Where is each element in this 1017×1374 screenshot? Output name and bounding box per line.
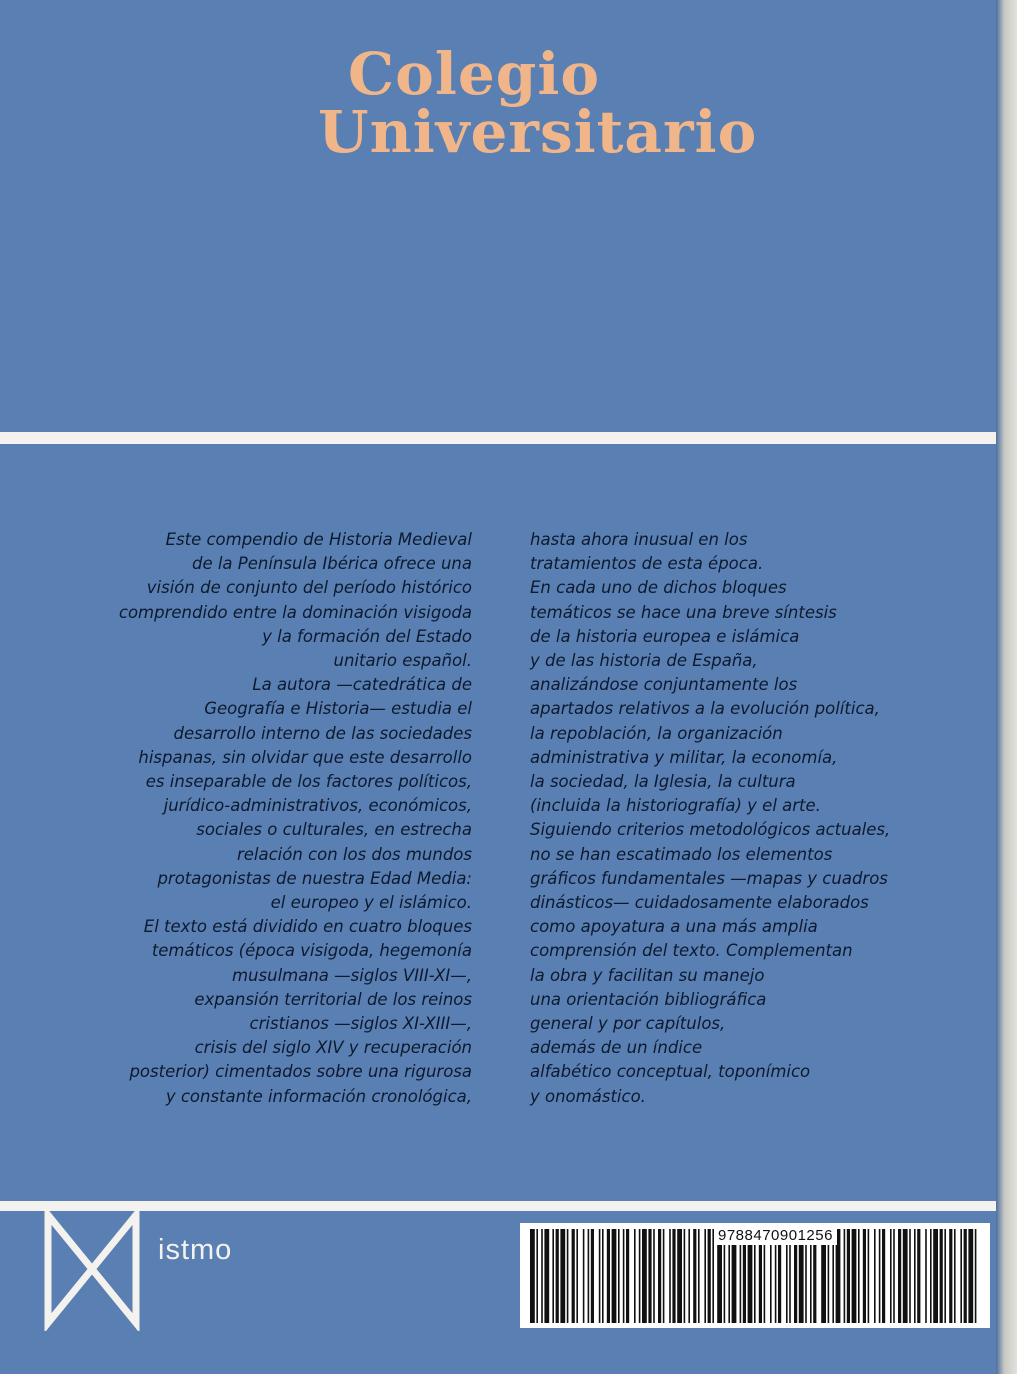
barcode-bar [626, 1229, 629, 1323]
description-right-line: temáticos se hace una breve síntesis [530, 602, 837, 622]
barcode-bar [930, 1229, 932, 1323]
barcode-bar [960, 1229, 962, 1323]
barcode-bar [642, 1229, 647, 1323]
barcode-bar [648, 1229, 651, 1323]
barcode-bar [917, 1229, 920, 1323]
series-title [318, 40, 758, 166]
isbn-number: 9788470901256 [714, 1227, 837, 1245]
description-left-line: de la Península Ibérica ofrece una [191, 554, 472, 574]
barcode-bar [858, 1229, 860, 1323]
barcode-bar [639, 1229, 641, 1323]
barcode-bar [612, 1229, 617, 1323]
description-left-line: expansión territorial de los reinos [194, 989, 472, 1009]
description-right-line: tratamientos de esta época. [530, 554, 764, 574]
description-left-line: crisis del siglo XIV y recuperación [194, 1038, 472, 1058]
barcode-bar [708, 1229, 711, 1323]
barcode-bar [583, 1229, 585, 1323]
description-right-line: una orientación bibliográfica [530, 989, 767, 1009]
barcode-bar [634, 1229, 636, 1323]
istmo-bowtie-logo-icon [44, 1207, 140, 1331]
description-right-line: de la historia europea e islámica [530, 626, 800, 646]
description-right-line: y de las historia de España, [530, 651, 758, 671]
barcode-bar [868, 1229, 870, 1323]
barcode-bar [530, 1229, 535, 1323]
description-right-line: la repoblación, la organización [530, 723, 783, 743]
barcode-bar [684, 1229, 686, 1323]
barcode-panel [520, 1223, 990, 1328]
barcode-bar [879, 1229, 881, 1323]
barcode-bar [693, 1229, 696, 1323]
description-left-line: unitario español. [333, 651, 472, 671]
barcode-bar [602, 1229, 604, 1323]
barcode-bar [658, 1229, 661, 1323]
description-right-line: la sociedad, la Iglesia, la cultura [530, 772, 796, 792]
barcode-bar [874, 1229, 876, 1323]
description-left-line: protagonistas de nuestra Edad Media: [157, 868, 472, 888]
description-right-column [530, 528, 930, 1109]
description-right-line: y onomástico. [530, 1086, 646, 1106]
barcode-bar [572, 1229, 575, 1323]
description-right-line: no se han escatimado los elementos [530, 844, 833, 864]
description-left-line: temáticos (época visigoda, hegemonía [151, 941, 472, 961]
barcode-bar [925, 1229, 927, 1323]
description-right-line: (incluida la historiografía) y el arte. [530, 796, 821, 816]
description-left-line: y la formación del Estado [262, 626, 472, 646]
barcode-bar [863, 1229, 866, 1323]
page-edge [996, 0, 1017, 1374]
description-right-line: En cada uno de dichos bloques [530, 578, 787, 598]
barcode-bar [567, 1229, 569, 1323]
barcode-bar [909, 1229, 911, 1323]
description-left-line: es inseparable de los factores políticos, [145, 772, 472, 792]
barcode-bar [672, 1229, 675, 1323]
barcode-bar [556, 1229, 559, 1323]
description-right-line: alfabético conceptual, toponímico [530, 1062, 811, 1082]
description-left-line: La autora —catedrática de [252, 675, 472, 695]
barcode-bar [591, 1229, 594, 1323]
barcode-bar [944, 1229, 946, 1323]
description-right-line: gráficos fundamentales —mapas y cuadros [530, 868, 888, 888]
barcode-bar [669, 1229, 671, 1323]
barcode-bar [975, 1229, 977, 1323]
description-left-line: Este compendio de Historia Medieval [165, 530, 472, 549]
barcode-bar [704, 1229, 706, 1323]
barcode-bar [576, 1229, 578, 1323]
barcode-bar [968, 1229, 973, 1323]
barcode-bar [544, 1229, 549, 1323]
description-left-line: comprendido entre la dominación visigoda [118, 602, 472, 622]
description-left-line: relación con los dos mundos [236, 844, 472, 864]
description-right-line: apartados relativos a la evolución política, [530, 699, 880, 719]
publisher-name: istmo [158, 1234, 233, 1266]
series-title-line-1: Colegio [348, 40, 601, 108]
barcode-bar [541, 1229, 543, 1323]
barcode-bar [940, 1229, 943, 1323]
description-left-line: musulmana —siglos VIII-XI—, [231, 965, 472, 985]
barcode-bar [653, 1229, 655, 1323]
description-left-line: cristianos —siglos XI-XIII—, [249, 1014, 472, 1034]
barcode-bar [618, 1229, 620, 1323]
description-left-line: El texto está dividido en cuatro bloques [143, 917, 472, 937]
description-right-line: dinásticos— cuidadosamente elaborados [530, 893, 869, 913]
barcode-bar [933, 1229, 938, 1323]
barcode-bar [844, 1229, 846, 1323]
barcode-bar [914, 1229, 916, 1323]
description-right-line: la obra y facilitan su manejo [530, 965, 765, 985]
barcode-bar [623, 1229, 625, 1323]
barcode-bar [847, 1229, 850, 1323]
barcode-bar [588, 1229, 590, 1323]
barcode-bar [893, 1229, 895, 1323]
barcode-bar [560, 1229, 565, 1323]
series-title-line-2: Universitario [318, 98, 758, 166]
description-right-line: general y por capítulos, [530, 1014, 726, 1034]
barcode-bar [890, 1229, 892, 1323]
barcode-bar [698, 1229, 700, 1323]
barcode-bar [552, 1229, 554, 1323]
description-right-line: hasta ahora inusual en los [530, 530, 748, 549]
barcode-bar [663, 1229, 665, 1323]
top-white-stripe [0, 432, 996, 444]
barcode-bar [964, 1229, 967, 1323]
barcode-bar [677, 1229, 682, 1323]
description-left-line: visión de conjunto del período histórico [146, 578, 472, 598]
description-right-line: analizándose conjuntamente los [530, 675, 798, 695]
description-right-line: Siguiendo criterios metodológicos actuales, [530, 820, 891, 840]
description-left-line: Geografía e Historia— estudia el [204, 699, 472, 719]
barcode-bar [949, 1229, 952, 1323]
barcode-bar [607, 1229, 610, 1323]
description-right-line: como apoyatura a una más amplia [530, 917, 818, 937]
description-right-line: administrativa y militar, la economía, [530, 747, 838, 767]
description-left-line: sociales o culturales, en estrecha [196, 820, 472, 840]
bottom-white-stripe [0, 1201, 996, 1211]
description-left-line: hispanas, sin olvidar que este desarrollo [138, 747, 472, 767]
description-left-line: y constante información cronológica, [165, 1086, 472, 1106]
barcode-bar [536, 1229, 538, 1323]
description-right-line: además de un índice [530, 1038, 703, 1058]
barcode-bar [903, 1229, 908, 1323]
description-left-line: el europeo y el islámico. [270, 893, 472, 913]
description-left-line: desarrollo interno de las sociedades [173, 723, 472, 743]
description-left-column [100, 528, 472, 1109]
description-left-line: posterior) cimentados sobre una rigurosa [129, 1062, 472, 1082]
barcode-bar [688, 1229, 690, 1323]
barcode-bar [898, 1229, 901, 1323]
description-right-line: comprensión del texto. Complementan [530, 941, 853, 961]
barcode-bar [954, 1229, 956, 1323]
barcode-bar [882, 1229, 885, 1323]
barcode-bar [599, 1229, 601, 1323]
barcode-bar [852, 1229, 857, 1323]
description-left-line: jurídico-administrativos, económicos, [163, 796, 472, 816]
